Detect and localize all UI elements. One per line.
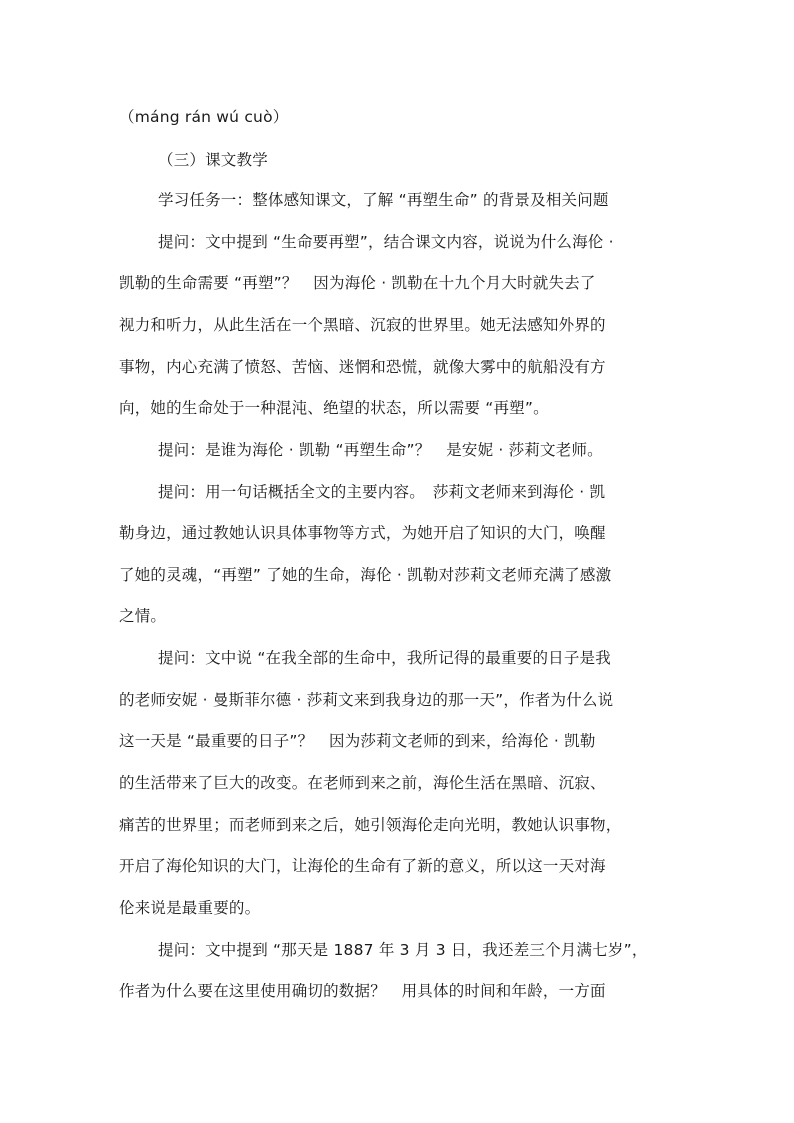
paragraph-line: 提问：文中提到 “那天是 1887 年 3 月 3 日，我还差三个月满七岁”， xyxy=(158,941,648,959)
paragraph-line: 提问：是谁为海伦 · 凯勒 “再塑生命”？ 是安妮 · 莎莉文老师。 xyxy=(158,441,603,459)
paragraph-line: 的生活带来了巨大的改变。在老师到来之前，海伦生活在黑暗、沉寂、 xyxy=(119,774,606,792)
pinyin-annotation: （máng rán wú cuò） xyxy=(119,108,289,126)
paragraph-line: 开启了海伦知识的大门，让海伦的生命有了新的意义，所以这一天对海 xyxy=(119,857,606,875)
paragraph-line: 勒身边，通过教她认识具体事物等方式，为她开启了知识的大门，唤醒 xyxy=(119,524,606,542)
paragraph-line: 视力和听力，从此生活在一个黑暗、沉寂的世界里。她无法感知外界的 xyxy=(119,316,606,334)
paragraph-line: 凯勒的生命需要 “再塑”？ 因为海伦 · 凯勒在十九个月大时就失去了 xyxy=(119,274,596,292)
paragraph-line: 伦来说是最重要的。 xyxy=(119,899,261,917)
task-heading: 学习任务一：整体感知课文，了解 “再塑生命” 的背景及相关问题 xyxy=(158,191,609,209)
paragraph-line: 的老师安妮 · 曼斯菲尔德 · 莎莉文来到我身边的那一天”，作者为什么说 xyxy=(119,691,614,709)
paragraph-line: 向，她的生命处于一种混沌、绝望的状态，所以需要 “再塑”。 xyxy=(119,399,549,417)
paragraph-line: 提问：文中说 “在我全部的生命中，我所记得的最重要的日子是我 xyxy=(158,649,611,667)
paragraph-line: 作者为什么要在这里使用确切的数据？ 用具体的时间和年龄，一方面 xyxy=(119,982,606,1000)
paragraph-line: 提问：文中提到 “生命要再塑”，结合课文内容，说说为什么海伦 · xyxy=(158,233,614,251)
paragraph-line: 这一天是 “最重要的日子”？ 因为莎莉文老师的到来，给海伦 · 凯勒 xyxy=(119,732,596,750)
paragraph-line: 之情。 xyxy=(119,607,167,625)
paragraph-line: 了她的灵魂，“再塑” 了她的生命，海伦 · 凯勒对莎莉文老师充满了感激 xyxy=(119,566,612,584)
paragraph-line: 提问：用一句话概括全文的主要内容。 莎莉文老师来到海伦 · 凯 xyxy=(158,483,606,501)
paragraph-line: 痛苦的世界里；而老师到来之后，她引领海伦走向光明，教她认识事物， xyxy=(119,816,622,834)
paragraph-line: 事物，内心充满了愤怒、苦恼、迷惘和恐慌，就像大雾中的航船没有方 xyxy=(119,358,606,376)
section-heading: （三）课文教学 xyxy=(158,151,268,169)
